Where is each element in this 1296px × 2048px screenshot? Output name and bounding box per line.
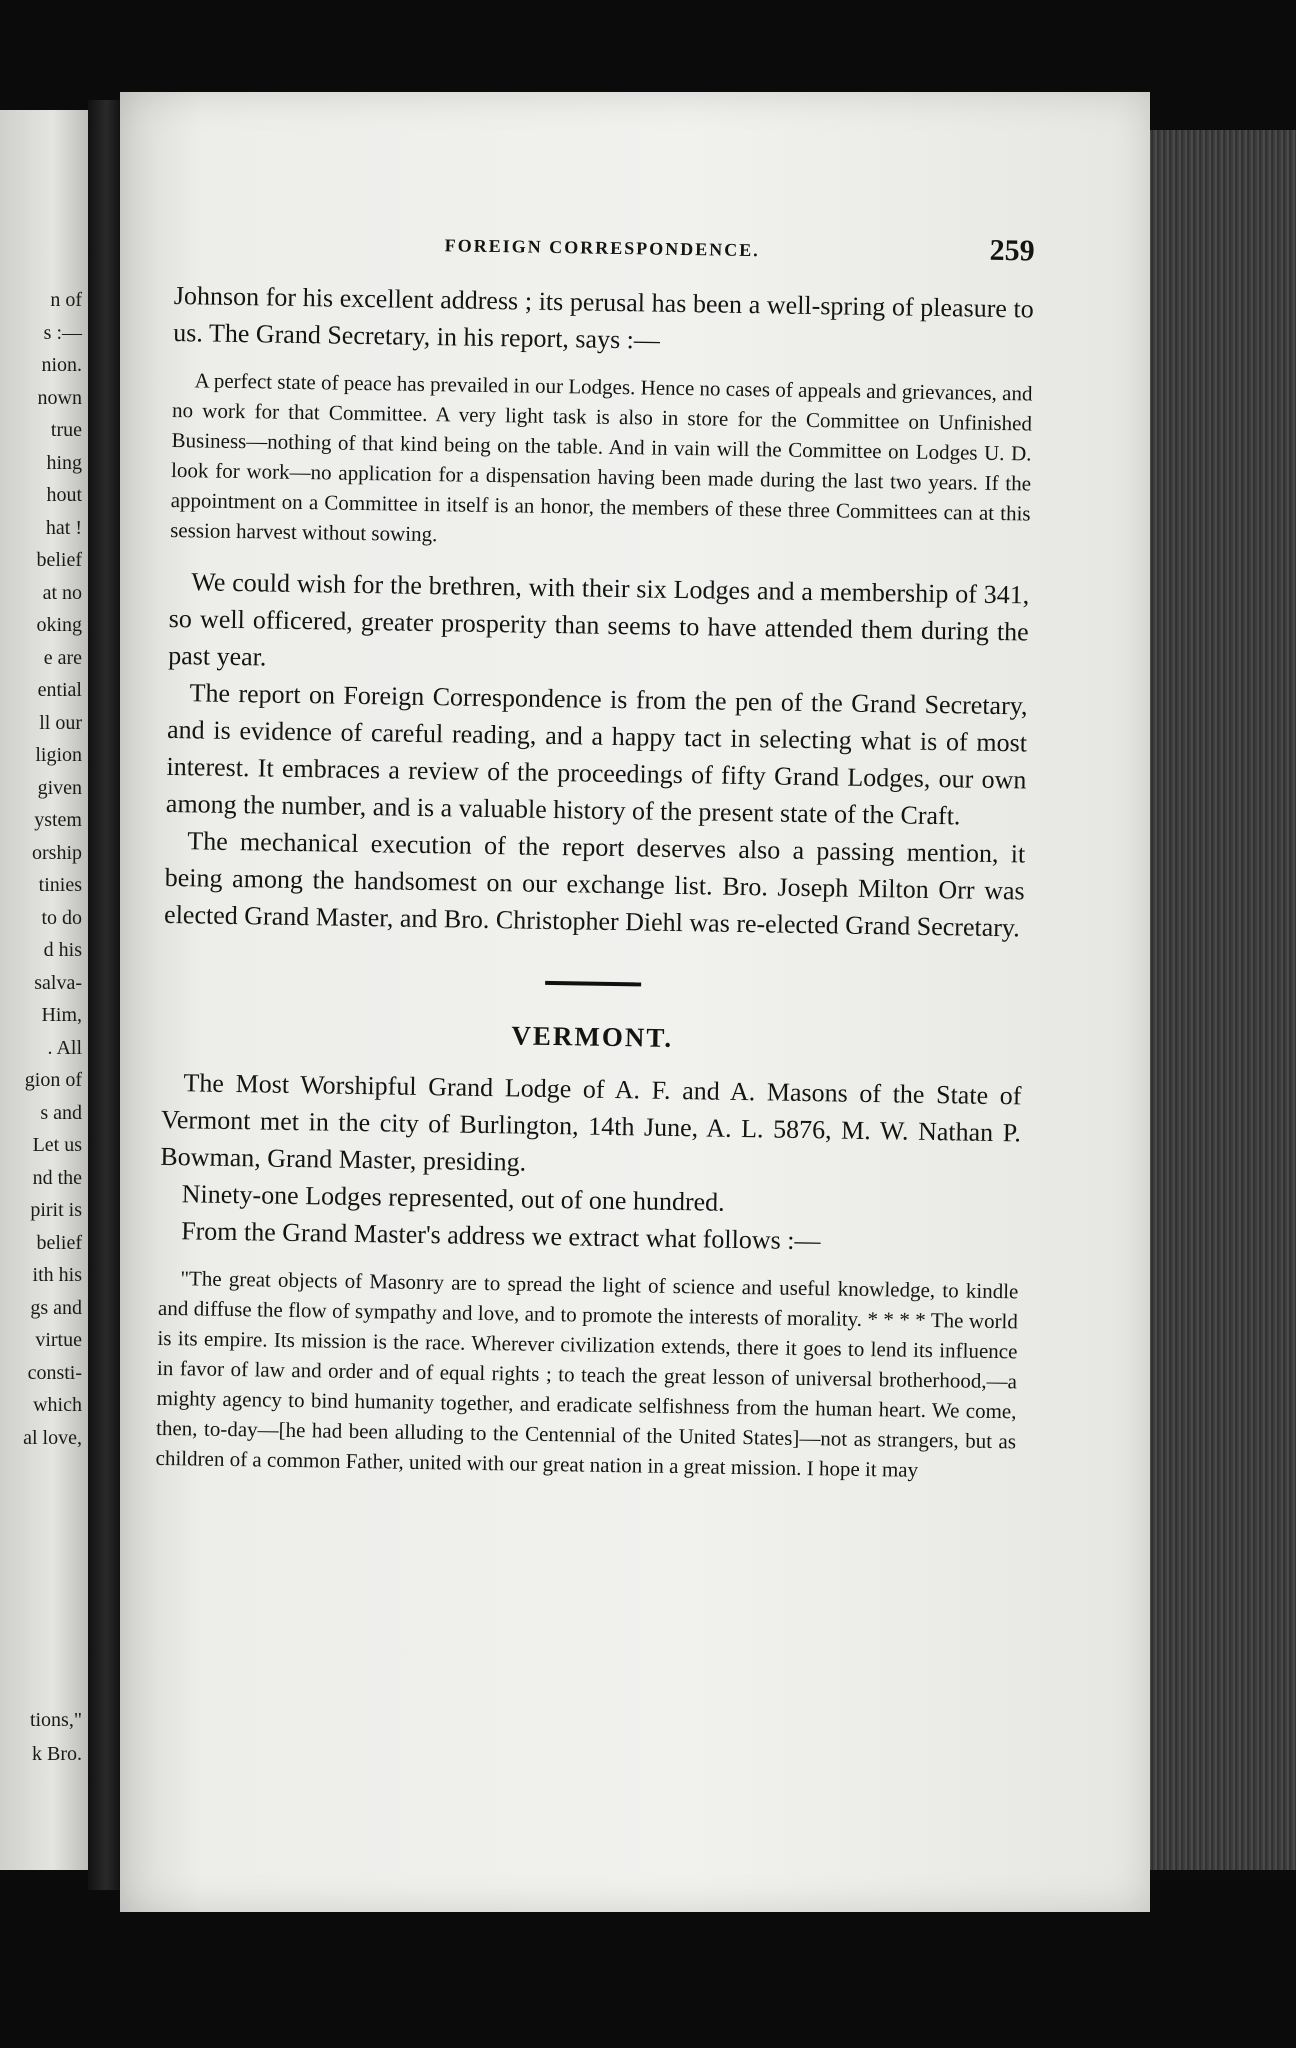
left-page-fragment: consti-: [27, 1361, 82, 1384]
left-page-fragment: belief: [36, 1231, 82, 1254]
left-page-fragment: ligion: [35, 744, 82, 766]
left-page-fragment: s and: [40, 1101, 82, 1124]
left-page-fragment: nd the: [32, 1166, 82, 1189]
left-page-fragment: tinies: [38, 874, 82, 896]
paragraph-2: We could wish for the brethren, with their six Lodges and a membership of 341, so well officered, greater prosperity than seems to have attended them during the past year.: [168, 567, 1030, 672]
left-page-fragment: nown: [37, 386, 82, 409]
page-content: [155, 225, 1035, 1504]
left-page-fragment: d his: [43, 939, 82, 961]
left-page-fragment: tions,": [29, 1709, 82, 1731]
left-page-fragment: given: [37, 776, 82, 799]
paragraph-7: From the Grand Master's address we extract what follows :—: [180, 1216, 821, 1256]
paragraph-4: The mechanical execution of the report deserves also a passing mention, it being among the handsomest on our exchange list. Bro. Joseph Milton Orr was elected Grand Master, and Bro. Christopher Diehl was re-elected Grand Secretary.: [163, 826, 1026, 943]
adjacent-page-strip: [0, 110, 88, 1870]
book-gutter: [88, 100, 124, 1890]
left-page-fragment: ystem: [34, 809, 82, 831]
left-page-fragment: ll our: [39, 711, 82, 734]
left-page-fragment: Let us: [32, 1134, 82, 1156]
left-page-fragment: n of: [50, 289, 82, 311]
running-title: FOREIGN CORRESPONDENCE.: [444, 235, 760, 261]
left-page-fragment: hing: [46, 451, 82, 474]
left-page-fragment: nion.: [41, 354, 82, 376]
left-page-fragment: true: [50, 419, 82, 441]
left-page-fragment: hout: [46, 484, 82, 506]
paragraph-6: Ninety-one Lodges represented, out of one hundred.: [181, 1179, 725, 1217]
left-page-fragment: al love,: [23, 1426, 82, 1449]
left-page-fragment: gion of: [24, 1069, 82, 1091]
left-page-fragment: gs and: [30, 1296, 82, 1319]
left-page-fragment: oking: [36, 614, 82, 636]
left-page-fragment: at no: [42, 581, 82, 604]
left-page-fragment: salva-: [34, 971, 82, 994]
paragraph-1: Johnson for his excellent address ; its perusal has been a well-spring of pleasure to us. The Grand Secretary, in his report, says :—: [173, 280, 1035, 355]
left-page-fragment: ential: [37, 679, 82, 701]
left-page-fragment: to do: [41, 906, 82, 929]
section-title: VERMONT.: [511, 1020, 674, 1053]
quote-grand-secretary: A perfect state of peace has prevailed in our Lodges. Hence no cases of appeals and grievances, and no work for that Committee. A very light task is also in store for the Committee on Unfinished Business—nothing of that kind being on the table. And in vain will the Committee on Lodges U. D. look for work—no application for a dispensation having been made during the last two years. If the appointment on a Committee in itself is an honor, the members of these three Committees can at this session harvest without sowing.: [170, 368, 1033, 547]
left-page-fragment: pirit is: [30, 1199, 82, 1221]
left-page-fragment: belief: [36, 549, 82, 571]
left-page-fragment: Him,: [41, 1004, 82, 1026]
paragraph-5: The Most Worshipful Grand Lodge of A. F. and A. Masons of the State of Vermont met in the city of Burlington, 14th June, A. L. 5876, M. W. Nathan P. Bowman, Grand Master, presiding.: [160, 1068, 1022, 1177]
left-page-fragment: k Bro.: [32, 1743, 82, 1765]
left-page-fragment: s :—: [43, 321, 82, 344]
left-page-fragment: which: [33, 1394, 82, 1416]
left-page-fragment: . All: [47, 1036, 82, 1059]
left-page-fragment: e are: [43, 646, 82, 669]
page-edges: [1148, 130, 1296, 1870]
left-page-fragment: virtue: [35, 1329, 82, 1351]
quote-grand-master: "The great objects of Masonry are to spread the light of science and useful knowledge, to kindle and diffuse the flow of sympathy and love, and to promote the interests of morality. * * * * The world is its empire. Its mission is the race. Wherever civilization extends, there it goes to lend its influence in favor of law and order and of equal rights ; to teach the great lesson of universal brotherhood,—a mighty agency to bind humanity together, and eradicate selfishness from the human heart. We come, then, to-day—[he had been alluding to the Centennial of the United States]—not as strangers, but as children of a common Father, united with our great nation in a great mission. I hope it may: [155, 1266, 1019, 1482]
paragraph-3: The report on Foreign Correspondence is from the pen of the Grand Secretary, and is evidence of careful reading, and a happy tact in selecting what is of most interest. It embraces a review of the proceedings of fifty Grand Lodges, our own among the number, and is a valuable history of the present state of the Craft.: [165, 678, 1028, 831]
left-page-fragment: orship: [32, 841, 82, 864]
left-page-fragment: ith his: [32, 1264, 82, 1286]
section-divider: [545, 981, 641, 987]
page-number: 259: [989, 233, 1035, 268]
left-page-fragment: hat !: [45, 516, 82, 539]
